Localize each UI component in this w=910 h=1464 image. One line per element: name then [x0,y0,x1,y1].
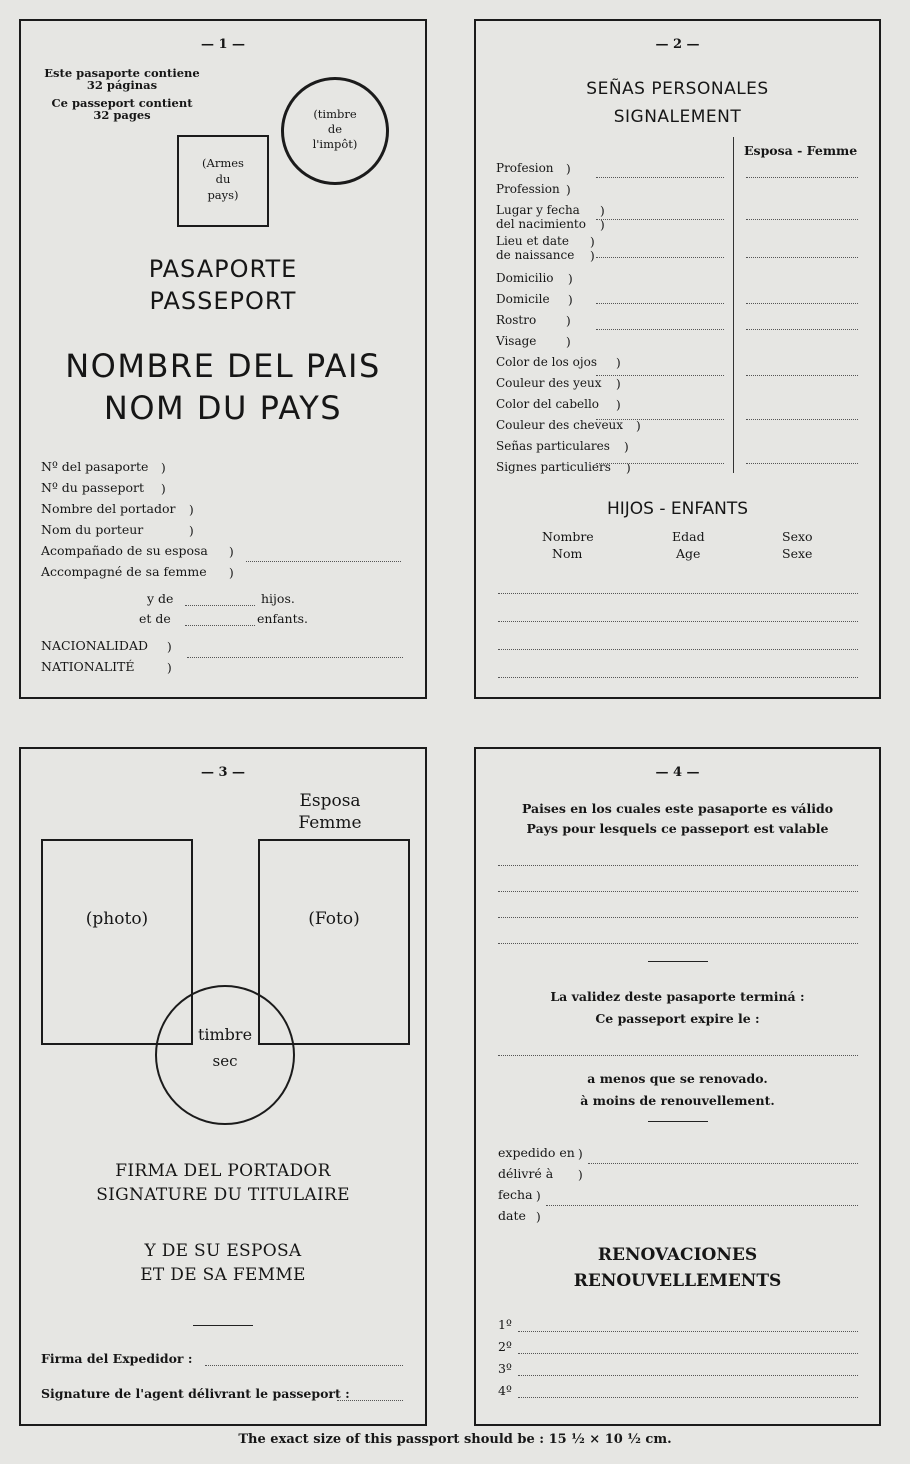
issued-at-es: expedido en [498,1145,575,1160]
page-3 [19,747,427,1426]
renewal-number: 4º [498,1383,512,1398]
field-passport-no-fr: Nº du passeport [41,480,145,495]
bearer-description-line [596,257,724,258]
validity-line [498,1055,858,1056]
brace: ) [189,503,194,517]
brace: ) [566,183,571,197]
brace: ) [616,377,621,391]
children-fr-line [185,625,255,626]
bearer-description-line [596,219,724,220]
col-age-es: Edad [672,529,705,544]
bearer-description-line [596,329,724,330]
description-field-label: Lieu et date [496,234,569,248]
bearer-photo-label: (photo) [85,909,149,929]
brace: ) [189,524,194,538]
nationality-line [187,657,403,658]
wife-description-line [746,463,858,464]
coat-of-arms-box [177,135,269,227]
renewal-note-fr: à moins de renouvellement. [580,1093,775,1108]
brace: ) [578,1147,583,1161]
wife-label-es: Esposa [299,791,361,811]
page-count-fr-value: 32 pages [93,108,151,122]
countries-line [498,943,858,944]
col-sex-es: Sexo [782,529,813,544]
brace: ) [167,661,172,675]
issuer-signature-fr-line [337,1400,403,1401]
brace: ) [536,1189,541,1203]
countries-line [498,891,858,892]
children-es-prefix: y de [147,591,174,606]
arms-line-1: (Armes [202,156,244,170]
bearer-description-line [596,375,724,376]
children-title: HIJOS - ENFANTS [606,499,749,519]
title-fr: PASSEPORT [149,287,297,315]
wife-description-line [746,419,858,420]
issuer-signature-line [205,1365,403,1366]
dry-stamp-circle [155,985,295,1125]
wife-photo-label: (Foto) [308,909,360,929]
col-name-es: Nombre [542,529,594,544]
description-field-label: Color del cabello [496,397,600,411]
brace: ) [229,566,234,580]
stamp-line-1: (timbre [313,107,357,121]
brace: ) [161,461,166,475]
description-field-label: Couleur des yeux [496,376,602,390]
wife-description-line [746,303,858,304]
children-fr-suffix: enfants. [257,611,308,626]
bearer-signature-fr: SIGNATURE DU TITULAIRE [96,1185,350,1205]
description-field-label: de naissance [496,248,575,262]
renewal-line [518,1397,858,1398]
renewals-title-fr: RENOUVELLEMENTS [573,1271,782,1291]
brace: ) [590,249,595,263]
page-4 [474,747,881,1426]
children-row-line [498,677,858,678]
children-row-line [498,649,858,650]
renewal-number: 3º [498,1361,512,1376]
children-row-line [498,621,858,622]
col-sex-fr: Sexe [782,546,813,561]
brace: ) [229,545,234,559]
page-2 [474,19,881,699]
wife-description-line [746,257,858,258]
passport-size-note: The exact size of this passport should be : 15 ½ × 10 ½ cm. [238,1432,672,1447]
brace: ) [566,314,571,328]
page-number: — 1 — [200,37,246,52]
issuer-signature-es: Firma del Expedidor : [41,1351,193,1366]
children-es-line [185,605,255,606]
brace: ) [616,356,621,370]
page-number: — 4 — [655,765,700,780]
wife-signature-fr: ET DE SA FEMME [140,1265,306,1285]
description-field-label: Profesion [496,161,554,175]
arms-line-2: du [215,172,231,186]
issued-at-fr: délivré à [498,1166,554,1181]
separator [648,1121,708,1122]
renewals-title-es: RENOVACIONES [597,1245,758,1265]
page-count-es-value: 32 páginas [86,78,158,92]
field-accompanied-fr: Accompagné de sa femme [41,564,207,579]
wife-description-line [746,329,858,330]
nationality-es: NACIONALIDAD [41,638,148,653]
wife-label-fr: Femme [298,813,362,833]
date-es: fecha [498,1187,533,1202]
brace: ) [600,218,605,232]
wife-signature-es: Y DE SU ESPOSA [144,1241,302,1261]
description-field-label: Domicilio [496,271,554,285]
field-accompanied-es: Acompañado de su esposa [41,543,208,558]
brace: ) [536,1210,541,1224]
brace: ) [167,640,172,654]
bearer-description-line [596,463,724,464]
field-bearer-name-fr: Nom du porteur [41,522,144,537]
separator [648,961,708,962]
title-es: PASAPORTE [148,255,298,283]
wife-column-header: Esposa - Femme [744,143,858,158]
brace: ) [566,335,571,349]
dry-stamp-line-1: timbre [197,1025,253,1044]
column-divider [733,137,734,473]
brace: ) [600,204,605,218]
accompanied-line [246,561,401,562]
brace: ) [636,419,641,433]
wife-description-line [746,219,858,220]
page-count-es: Este pasaporte contiene [44,66,200,80]
valid-countries-es: Paises en los cuales este pasaporte es válido [521,801,834,816]
description-field-label: Couleur des cheveux [496,418,624,432]
dry-stamp-line-2: sec [212,1052,238,1070]
description-field-label: Color de los ojos [496,355,597,369]
brace: ) [616,398,621,412]
children-row-line [498,593,858,594]
validity-fr: Ce passeport expire le : [595,1011,760,1026]
valid-countries-fr: Pays pour lesquels ce passeport est valable [526,821,829,836]
bearer-description-line [596,177,724,178]
title-fr: SIGNALEMENT [613,107,742,127]
arms-line-3: pays) [207,188,239,202]
page-number: — 3 — [200,765,246,780]
bearer-description-line [596,303,724,304]
brace: ) [578,1168,583,1182]
tax-stamp-circle [281,77,389,185]
brace: ) [568,272,573,286]
date-line [546,1205,858,1206]
brace: ) [590,235,595,249]
issuer-signature-fr: Signature de l'agent délivrant le passeport : [41,1386,350,1401]
issued-at-line [588,1163,858,1164]
wife-description-line [746,177,858,178]
country-name-es: NOMBRE DEL PAIS [65,347,381,385]
brace: ) [626,461,631,475]
renewal-line [518,1331,858,1332]
stamp-line-2: de [327,122,343,136]
nationality-fr: NATIONALITÉ [41,659,135,674]
separator [193,1325,253,1326]
title-es: SEÑAS PERSONALES [586,79,769,99]
validity-es: La validez deste pasaporte terminá : [550,989,805,1004]
description-field-label: del nacimiento [496,217,586,231]
brace: ) [566,162,571,176]
col-age-fr: Age [676,546,701,561]
renewal-line [518,1353,858,1354]
field-bearer-name-es: Nombre del portador [41,501,176,516]
children-fr-prefix: et de [139,611,171,626]
page-count-fr: Ce passeport contient [51,96,193,110]
countries-line [498,917,858,918]
date-fr: date [498,1208,526,1223]
country-name-fr: NOM DU PAYS [103,389,343,427]
renewal-note-es: a menos que se renovado. [587,1071,768,1086]
renewal-number: 2º [498,1339,512,1354]
children-es-suffix: hijos. [261,591,295,606]
description-field-label: Visage [496,334,537,348]
countries-line [498,865,858,866]
bearer-description-line [596,419,724,420]
brace: ) [624,440,629,454]
brace: ) [161,482,166,496]
wife-description-line [746,375,858,376]
bearer-signature-es: FIRMA DEL PORTADOR [115,1161,331,1181]
description-field-label: Signes particuliers [496,460,611,474]
brace: ) [568,293,573,307]
col-name-fr: Nom [552,546,583,561]
renewal-number: 1º [498,1317,512,1332]
page-1 [19,19,427,699]
description-field-label: Domicile [496,292,550,306]
page-number: — 2 — [655,37,700,52]
description-field-label: Profession [496,182,560,196]
stamp-line-3: l'impôt) [312,137,358,151]
description-field-label: Lugar y fecha [496,203,580,217]
renewal-line [518,1375,858,1376]
description-field-label: Rostro [496,313,537,327]
description-field-label: Señas particulares [496,439,610,453]
field-passport-no-es: Nº del pasaporte [41,459,149,474]
